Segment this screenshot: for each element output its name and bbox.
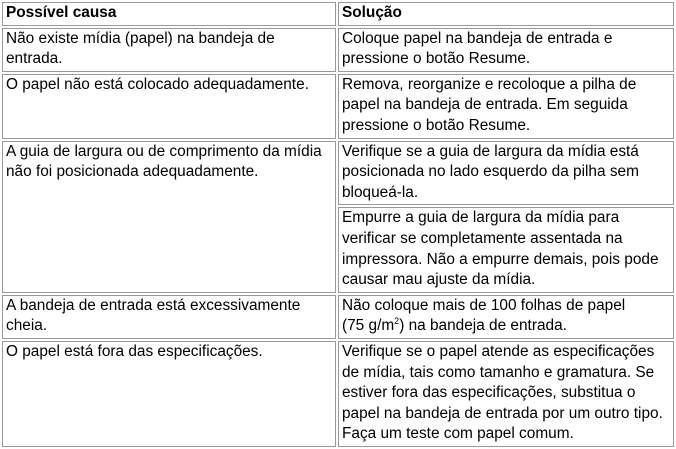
header-cause: Possível causa bbox=[2, 2, 336, 26]
table-header-row bbox=[2, 2, 674, 26]
table-row bbox=[2, 74, 674, 139]
table-row bbox=[2, 28, 674, 72]
table-row bbox=[2, 341, 674, 447]
header-solution: Solução bbox=[338, 2, 674, 26]
solution-text-line2: ) na bandeja de entrada. bbox=[399, 317, 567, 335]
cause-cell: A bandeja de entrada está excessivamente cheia. bbox=[2, 295, 336, 339]
superscript-exponent: 2 bbox=[394, 316, 400, 327]
cause-cell: O papel não está colocado adequadamente. bbox=[2, 74, 336, 139]
cause-cell: Não existe mídia (papel) na bandeja de entrada. bbox=[2, 28, 336, 72]
solution-cell bbox=[338, 295, 674, 339]
solution-cell: Verifique se o papel atende as especificações de mídia, tais como tamanho e gramatura. Se estiver fora das especificações, substitua o papel na bandeja de entrada por um outro tipo. Faça um teste com papel comum. bbox=[338, 341, 674, 447]
solution-cell: Verifique se a guia de largura da mídia está posicionada no lado esquerdo da pilha sem bloqueá-la. bbox=[338, 141, 674, 206]
solution-cell: Coloque papel na bandeja de entrada e pressione o botão Resume. bbox=[338, 28, 674, 72]
cause-cell: O papel está fora das especificações. bbox=[2, 341, 336, 447]
solution-text-line1: Não coloque mais de 100 folhas de papel bbox=[341, 296, 626, 314]
solution-cell: Remova, reorganize e recoloque a pilha de papel na bandeja de entrada. Em seguida pressione o botão Resume. bbox=[338, 74, 674, 139]
table-row bbox=[2, 141, 674, 206]
solution-text-paren: (75 g/m bbox=[341, 317, 395, 335]
solution-cell: Empurre a guia de largura da mídia para verificar se completamente assentada na impressora. Não a empurre demais, pois pode causar mau ajuste da mídia. bbox=[338, 207, 674, 292]
table-row bbox=[2, 295, 674, 339]
cause-cell: A guia de largura ou de comprimento da mídia não foi posicionada adequadamente. bbox=[2, 141, 336, 293]
